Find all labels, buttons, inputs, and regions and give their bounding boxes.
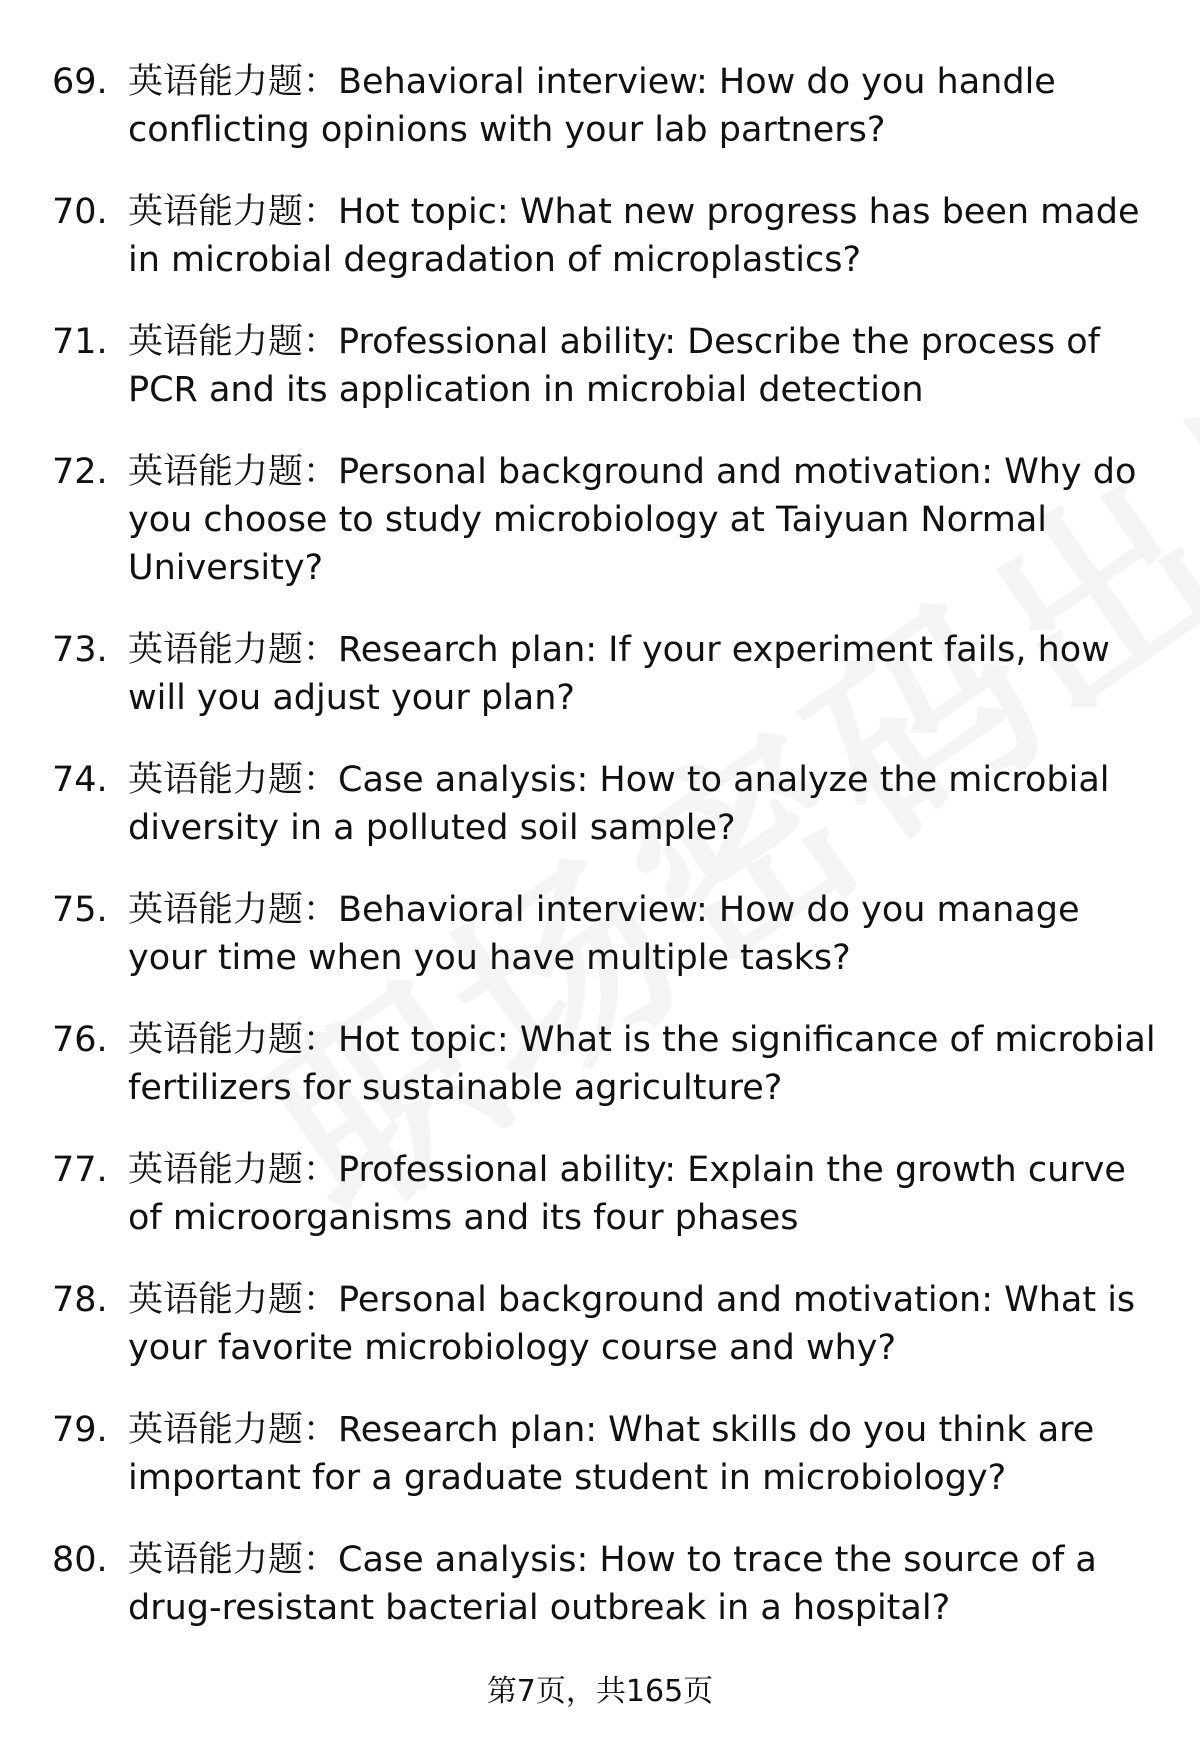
page-footer: 第7页，共165页: [486, 1674, 714, 1709]
question-category: 英语能力题：: [128, 760, 339, 800]
question-text: Hot topic: What new progress has been made in microbial degradation of microplastics?: [128, 192, 1140, 280]
question-item-75: [52, 886, 1162, 982]
question-category: 英语能力题：: [128, 1410, 339, 1450]
question-item-80: [52, 1536, 1162, 1632]
question-list: [52, 58, 1162, 1666]
question-body: [128, 1016, 1162, 1112]
question-number: 74.: [52, 760, 108, 800]
question-number: 76.: [52, 1020, 108, 1060]
question-category: 英语能力题：: [128, 1020, 339, 1060]
question-item-74: [52, 756, 1162, 852]
question-category: 英语能力题：: [128, 62, 339, 102]
question-category: 英语能力题：: [128, 1540, 339, 1580]
question-item-78: [52, 1276, 1162, 1372]
question-text: Personal background and motivation: What is your favorite microbiology course and why?: [128, 1280, 1136, 1368]
question-item-79: [52, 1406, 1162, 1502]
question-body: [128, 188, 1162, 284]
question-item-69: [52, 58, 1162, 154]
question-text: Behavioral interview: How do you handle conflicting opinions with your lab partners?: [128, 62, 1056, 150]
question-body: [128, 448, 1162, 592]
question-number: 77.: [52, 1150, 108, 1190]
question-category: 英语能力题：: [128, 452, 339, 492]
question-category: 英语能力题：: [128, 890, 339, 930]
question-item-72: [52, 448, 1162, 592]
question-text: Research plan: If your experiment fails, how will you adjust your plan?: [128, 630, 1110, 718]
question-number: 69.: [52, 62, 108, 102]
question-category: 英语能力题：: [128, 630, 339, 670]
question-body: [128, 756, 1162, 852]
question-body: [128, 626, 1162, 722]
question-body: [128, 58, 1162, 154]
question-category: 英语能力题：: [128, 322, 339, 362]
question-number: 73.: [52, 630, 108, 670]
question-number: 72.: [52, 452, 108, 492]
question-item-71: [52, 318, 1162, 414]
question-category: 英语能力题：: [128, 1150, 339, 1190]
question-number: 78.: [52, 1280, 108, 1320]
question-text: Professional ability: Explain the growth curve of microorganisms and its four phases: [128, 1150, 1126, 1238]
question-category: 英语能力题：: [128, 192, 339, 232]
question-text: Hot topic: What is the significance of microbial fertilizers for sustainable agriculture?: [128, 1020, 1156, 1108]
question-item-76: [52, 1016, 1162, 1112]
question-body: [128, 1276, 1162, 1372]
question-text: Professional ability: Describe the process of PCR and its application in microbial detection: [128, 322, 1101, 410]
question-body: [128, 318, 1162, 414]
question-category: 英语能力题：: [128, 1280, 339, 1320]
question-item-73: [52, 626, 1162, 722]
question-number: 75.: [52, 890, 108, 930]
question-text: Case analysis: How to trace the source of a drug-resistant bacterial outbreak in a hospital?: [128, 1540, 1097, 1628]
question-body: [128, 1406, 1162, 1502]
question-number: 70.: [52, 192, 108, 232]
question-item-77: [52, 1146, 1162, 1242]
question-text: Personal background and motivation: Why do you choose to study microbiology at Taiyuan Normal University?: [128, 452, 1137, 588]
question-text: Research plan: What skills do you think are important for a graduate student in microbiology?: [128, 1410, 1095, 1498]
question-text: Behavioral interview: How do you manage your time when you have multiple tasks?: [128, 890, 1080, 978]
question-number: 80.: [52, 1540, 108, 1580]
question-body: [128, 886, 1162, 982]
question-item-70: [52, 188, 1162, 284]
question-number: 71.: [52, 322, 108, 362]
question-body: [128, 1536, 1162, 1632]
question-body: [128, 1146, 1162, 1242]
question-number: 79.: [52, 1410, 108, 1450]
question-text: Case analysis: How to analyze the microbial diversity in a polluted soil sample?: [128, 760, 1110, 848]
